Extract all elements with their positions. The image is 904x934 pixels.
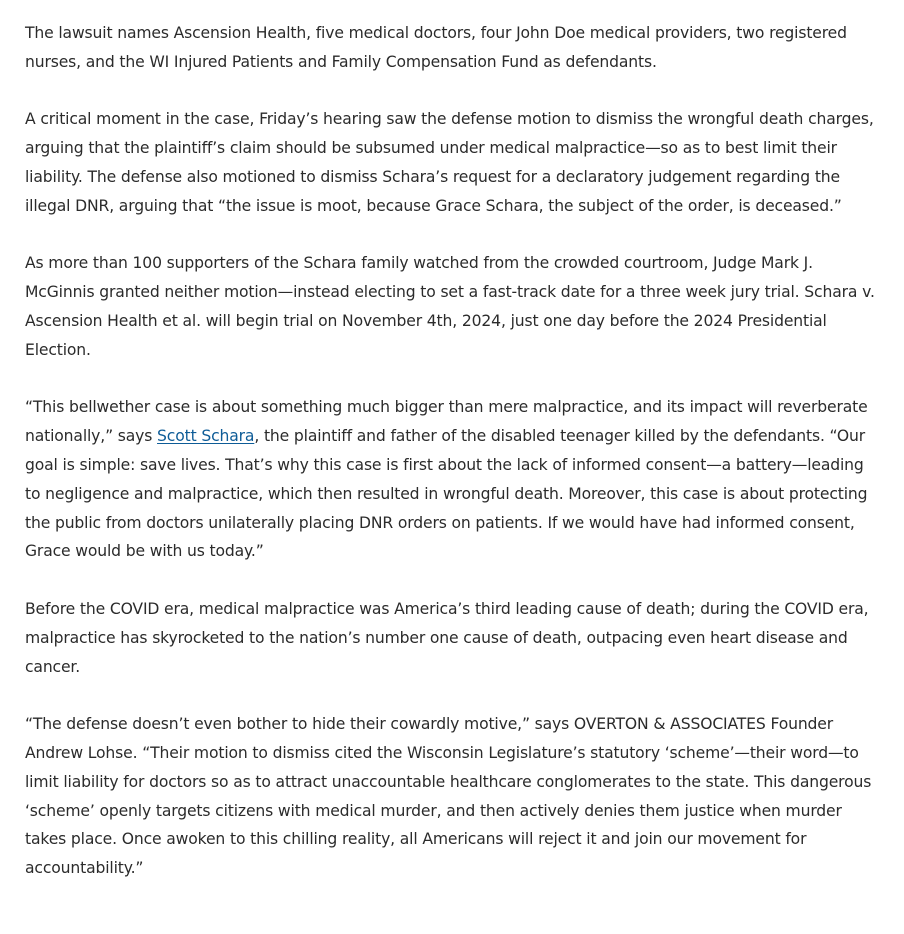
- paragraph-defendants: The lawsuit names Ascension Health, five medical doctors, four John Doe medical providers, two registered nurses, and the WI Injured Patients and Family Compensation Fund as defendants.: [25, 24, 847, 71]
- paragraph-lohse-quote: “The defense doesn’t even bother to hide their cowardly motive,” says OVERTON & ASSOCIATES Founder Andrew Lohse. “Their motion to dismiss cited the Wisconsin Legislature’s statutory ‘scheme’—their word—to limit liability for doctors so as to attract unaccountable healthcare conglomerates to the state. This dangerous ‘scheme’ openly targets citizens with medical murder, and then actively denies them justice when murder takes place. Once awoken to this chilling reality, all Americans will reject it and join our movement for accountability.”: [25, 715, 872, 878]
- quote-text-before-link: “This bellwether case is about something much bigger than mere malpractice, and its impact will reverberate nationally,” says: [25, 398, 868, 446]
- paragraph-hearing: A critical moment in the case, Friday’s hearing saw the defense motion to dismiss the wrongful death charges, arguing that the plaintiff’s claim should be subsumed under medical malpractice—so as to best limit their liability. The defense also motioned to dismiss Schara’s request for a declaratory judgement regarding the illegal DNR, arguing that “the issue is moot, because Grace Schara, the subject of the order, is deceased.”: [25, 110, 874, 215]
- paragraph-ruling: As more than 100 supporters of the Schara family watched from the crowded courtroom, Judge Mark J. McGinnis granted neither motion—instead electing to set a fast-track date for a three week jury trial. Schara v. Ascension Health et al. will begin trial on November 4th, 2024, just one day before the 2024 Presidential Election.: [25, 254, 875, 359]
- paragraph-scott-quote: [25, 393, 879, 566]
- scott-schara-link[interactable]: Scott Schara: [157, 427, 255, 446]
- quote-text-after-link: , the plaintiff and father of the disabled teenager killed by the defendants. “Our goal is simple: save lives. That’s why this case is first about the lack of informed consent—a battery—leading to negligence and malpractice, which then resulted in wrongful death. Moreover, this case is about protecting the public from doctors unilaterally placing DNR orders on patients. If we would have had informed consent, Grace would be with us today.”: [25, 427, 868, 561]
- paragraph-malpractice-stats: Before the COVID era, medical malpractice was America’s third leading cause of death; during the COVID era, malpractice has skyrocketed to the nation’s number one cause of death, outpacing even heart disease and cancer.: [25, 599, 869, 676]
